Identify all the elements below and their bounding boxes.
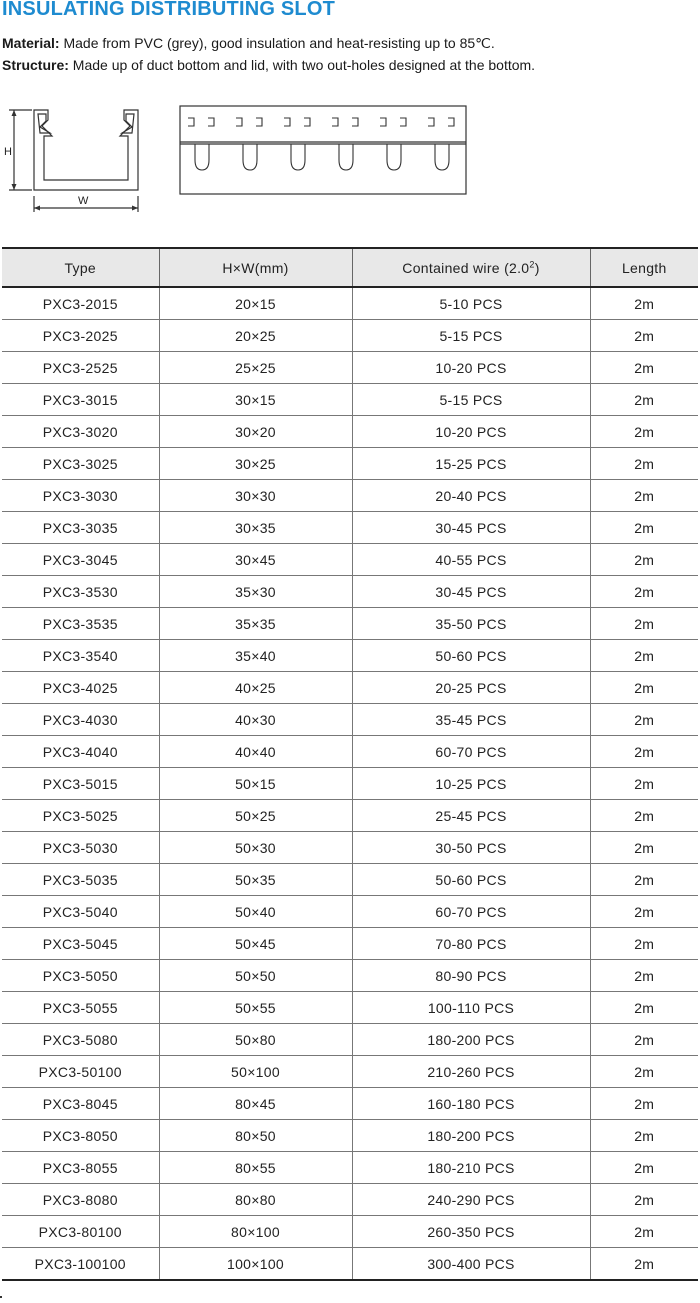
table-row: [2, 608, 698, 640]
cell-length: 2m: [590, 544, 698, 576]
structure-description: [2, 57, 535, 73]
header-contained-wire: [352, 248, 590, 287]
cell-hw: 50×40: [159, 896, 352, 928]
cell-type: PXC3-3540: [2, 640, 159, 672]
cell-length: 2m: [590, 768, 698, 800]
cell-hw: 25×25: [159, 352, 352, 384]
cell-length: 2m: [590, 1152, 698, 1184]
cell-hw: 40×25: [159, 672, 352, 704]
cell-wire: 5-10 PCS: [352, 287, 590, 320]
page-marker: [0, 1296, 2, 1298]
table-row: [2, 512, 698, 544]
table-header-row: [2, 248, 698, 287]
table-row: [2, 704, 698, 736]
cell-wire: 70-80 PCS: [352, 928, 590, 960]
cell-wire: 5-15 PCS: [352, 320, 590, 352]
cell-wire: 50-60 PCS: [352, 640, 590, 672]
cell-length: 2m: [590, 480, 698, 512]
header-wire-text: Contained wire (2.0: [402, 259, 530, 276]
structure-label: Structure:: [2, 57, 69, 73]
cell-type: PXC3-2015: [2, 287, 159, 320]
material-label: Material:: [2, 35, 60, 51]
header-hw: H×W(mm): [159, 248, 352, 287]
cell-type: PXC3-5035: [2, 864, 159, 896]
cell-wire: 300-400 PCS: [352, 1248, 590, 1281]
cell-hw: 50×15: [159, 768, 352, 800]
structure-text: Made up of duct bottom and lid, with two out-holes designed at the bottom.: [68, 57, 536, 73]
cell-hw: 35×35: [159, 608, 352, 640]
cell-wire: 60-70 PCS: [352, 896, 590, 928]
cell-type: PXC3-2025: [2, 320, 159, 352]
cell-type: PXC3-3020: [2, 416, 159, 448]
table-row: [2, 287, 698, 320]
table-row: [2, 544, 698, 576]
cell-wire: 35-45 PCS: [352, 704, 590, 736]
cell-hw: 30×15: [159, 384, 352, 416]
table-row: [2, 672, 698, 704]
page-title: INSULATING DISTRIBUTING SLOT: [2, 0, 335, 20]
cell-hw: 20×15: [159, 287, 352, 320]
cell-type: PXC3-8045: [2, 1088, 159, 1120]
table-row: [2, 832, 698, 864]
cell-wire: 30-50 PCS: [352, 832, 590, 864]
cell-wire: 160-180 PCS: [352, 1088, 590, 1120]
cell-hw: 35×30: [159, 576, 352, 608]
cell-hw: 50×35: [159, 864, 352, 896]
cell-type: PXC3-5080: [2, 1024, 159, 1056]
cell-type: PXC3-5045: [2, 928, 159, 960]
cell-hw: 50×80: [159, 1024, 352, 1056]
table-row: [2, 480, 698, 512]
cell-length: 2m: [590, 352, 698, 384]
header-wire-close: ): [534, 259, 540, 276]
cell-hw: 50×45: [159, 928, 352, 960]
cell-length: 2m: [590, 287, 698, 320]
cell-hw: 40×40: [159, 736, 352, 768]
table-row: [2, 768, 698, 800]
material-text: Made from PVC (grey), good insulation and heat-resisting up to 85℃.: [59, 35, 495, 51]
header-length: Length: [590, 248, 698, 287]
cell-length: 2m: [590, 800, 698, 832]
cell-type: PXC3-5055: [2, 992, 159, 1024]
specification-table: [2, 247, 698, 1281]
cell-length: 2m: [590, 640, 698, 672]
table-row: [2, 320, 698, 352]
cell-type: PXC3-3035: [2, 512, 159, 544]
cell-wire: 260-350 PCS: [352, 1216, 590, 1248]
cell-length: 2m: [590, 832, 698, 864]
cell-wire: 30-45 PCS: [352, 576, 590, 608]
cell-type: PXC3-3535: [2, 608, 159, 640]
cell-hw: 50×50: [159, 960, 352, 992]
cell-wire: 180-200 PCS: [352, 1024, 590, 1056]
cell-wire: 210-260 PCS: [352, 1056, 590, 1088]
cell-hw: 35×40: [159, 640, 352, 672]
cell-length: 2m: [590, 896, 698, 928]
cell-hw: 40×30: [159, 704, 352, 736]
table-row: [2, 1056, 698, 1088]
cell-type: PXC3-4025: [2, 672, 159, 704]
cell-length: 2m: [590, 512, 698, 544]
table-row: [2, 576, 698, 608]
duct-outer-profile: [34, 110, 138, 190]
table-row: [2, 1184, 698, 1216]
table-row: [2, 416, 698, 448]
material-description: [2, 35, 495, 52]
cell-type: PXC3-8050: [2, 1120, 159, 1152]
cell-wire: 35-50 PCS: [352, 608, 590, 640]
cell-type: PXC3-4030: [2, 704, 159, 736]
cell-hw: 80×100: [159, 1216, 352, 1248]
cell-length: 2m: [590, 1184, 698, 1216]
cell-length: 2m: [590, 320, 698, 352]
cell-hw: 80×55: [159, 1152, 352, 1184]
cell-hw: 50×30: [159, 832, 352, 864]
cell-wire: 10-20 PCS: [352, 352, 590, 384]
cell-length: 2m: [590, 992, 698, 1024]
cell-wire: 20-40 PCS: [352, 480, 590, 512]
table-row: [2, 1024, 698, 1056]
cell-type: PXC3-100100: [2, 1248, 159, 1281]
cell-wire: 15-25 PCS: [352, 448, 590, 480]
cell-type: PXC3-80100: [2, 1216, 159, 1248]
cell-hw: 100×100: [159, 1248, 352, 1281]
cell-wire: 10-25 PCS: [352, 768, 590, 800]
table-row: [2, 1152, 698, 1184]
cell-type: PXC3-3015: [2, 384, 159, 416]
cell-wire: 180-200 PCS: [352, 1120, 590, 1152]
table-row: [2, 1088, 698, 1120]
cell-type: PXC3-3530: [2, 576, 159, 608]
cell-length: 2m: [590, 928, 698, 960]
cell-type: PXC3-5025: [2, 800, 159, 832]
cell-length: 2m: [590, 1024, 698, 1056]
cell-length: 2m: [590, 1120, 698, 1152]
cell-hw: 50×100: [159, 1056, 352, 1088]
table-row: [2, 800, 698, 832]
cell-type: PXC3-3030: [2, 480, 159, 512]
table-row: [2, 1216, 698, 1248]
table-row: [2, 1120, 698, 1152]
cell-hw: 30×30: [159, 480, 352, 512]
cell-wire: 50-60 PCS: [352, 864, 590, 896]
cell-length: 2m: [590, 384, 698, 416]
cell-type: PXC3-8080: [2, 1184, 159, 1216]
cell-hw: 30×20: [159, 416, 352, 448]
cross-section-diagram: [0, 100, 150, 220]
cell-hw: 50×25: [159, 800, 352, 832]
cell-length: 2m: [590, 576, 698, 608]
cell-type: PXC3-3025: [2, 448, 159, 480]
table-row: [2, 352, 698, 384]
cell-type: PXC3-5015: [2, 768, 159, 800]
cell-hw: 80×80: [159, 1184, 352, 1216]
header-wire-superscript: 2: [529, 258, 535, 269]
cell-length: 2m: [590, 1216, 698, 1248]
cell-wire: 40-55 PCS: [352, 544, 590, 576]
table-row: [2, 736, 698, 768]
table-row: [2, 640, 698, 672]
cell-type: PXC3-5040: [2, 896, 159, 928]
cell-length: 2m: [590, 704, 698, 736]
cell-wire: 180-210 PCS: [352, 1152, 590, 1184]
duct-side-outline: [180, 106, 466, 194]
cell-length: 2m: [590, 416, 698, 448]
cell-type: PXC3-50100: [2, 1056, 159, 1088]
table-row: [2, 1248, 698, 1281]
table-row: [2, 928, 698, 960]
table-row: [2, 864, 698, 896]
cell-hw: 30×25: [159, 448, 352, 480]
cell-type: PXC3-4040: [2, 736, 159, 768]
cell-wire: 5-15 PCS: [352, 384, 590, 416]
cell-length: 2m: [590, 1056, 698, 1088]
cell-wire: 240-290 PCS: [352, 1184, 590, 1216]
cell-length: 2m: [590, 960, 698, 992]
table-row: [2, 384, 698, 416]
cell-length: 2m: [590, 608, 698, 640]
cell-type: PXC3-3045: [2, 544, 159, 576]
height-label: H: [4, 146, 12, 158]
cell-length: 2m: [590, 1088, 698, 1120]
cell-hw: 30×45: [159, 544, 352, 576]
width-label: W: [78, 195, 89, 207]
cell-length: 2m: [590, 448, 698, 480]
table-body: [2, 287, 698, 1280]
cell-hw: 80×45: [159, 1088, 352, 1120]
cell-type: PXC3-2525: [2, 352, 159, 384]
cell-wire: 25-45 PCS: [352, 800, 590, 832]
cell-hw: 80×50: [159, 1120, 352, 1152]
cell-wire: 20-25 PCS: [352, 672, 590, 704]
cell-wire: 100-110 PCS: [352, 992, 590, 1024]
cell-wire: 30-45 PCS: [352, 512, 590, 544]
cell-hw: 30×35: [159, 512, 352, 544]
cell-length: 2m: [590, 1248, 698, 1281]
cell-length: 2m: [590, 736, 698, 768]
table-row: [2, 960, 698, 992]
cell-type: PXC3-5030: [2, 832, 159, 864]
cell-wire: 80-90 PCS: [352, 960, 590, 992]
cell-length: 2m: [590, 672, 698, 704]
table-row: [2, 896, 698, 928]
cell-type: PXC3-5050: [2, 960, 159, 992]
cell-type: PXC3-8055: [2, 1152, 159, 1184]
cell-hw: 50×55: [159, 992, 352, 1024]
side-view-diagram: [176, 104, 472, 198]
cell-length: 2m: [590, 864, 698, 896]
cell-hw: 20×25: [159, 320, 352, 352]
cell-wire: 60-70 PCS: [352, 736, 590, 768]
header-type: Type: [2, 248, 159, 287]
table-row: [2, 992, 698, 1024]
table-row: [2, 448, 698, 480]
cell-wire: 10-20 PCS: [352, 416, 590, 448]
